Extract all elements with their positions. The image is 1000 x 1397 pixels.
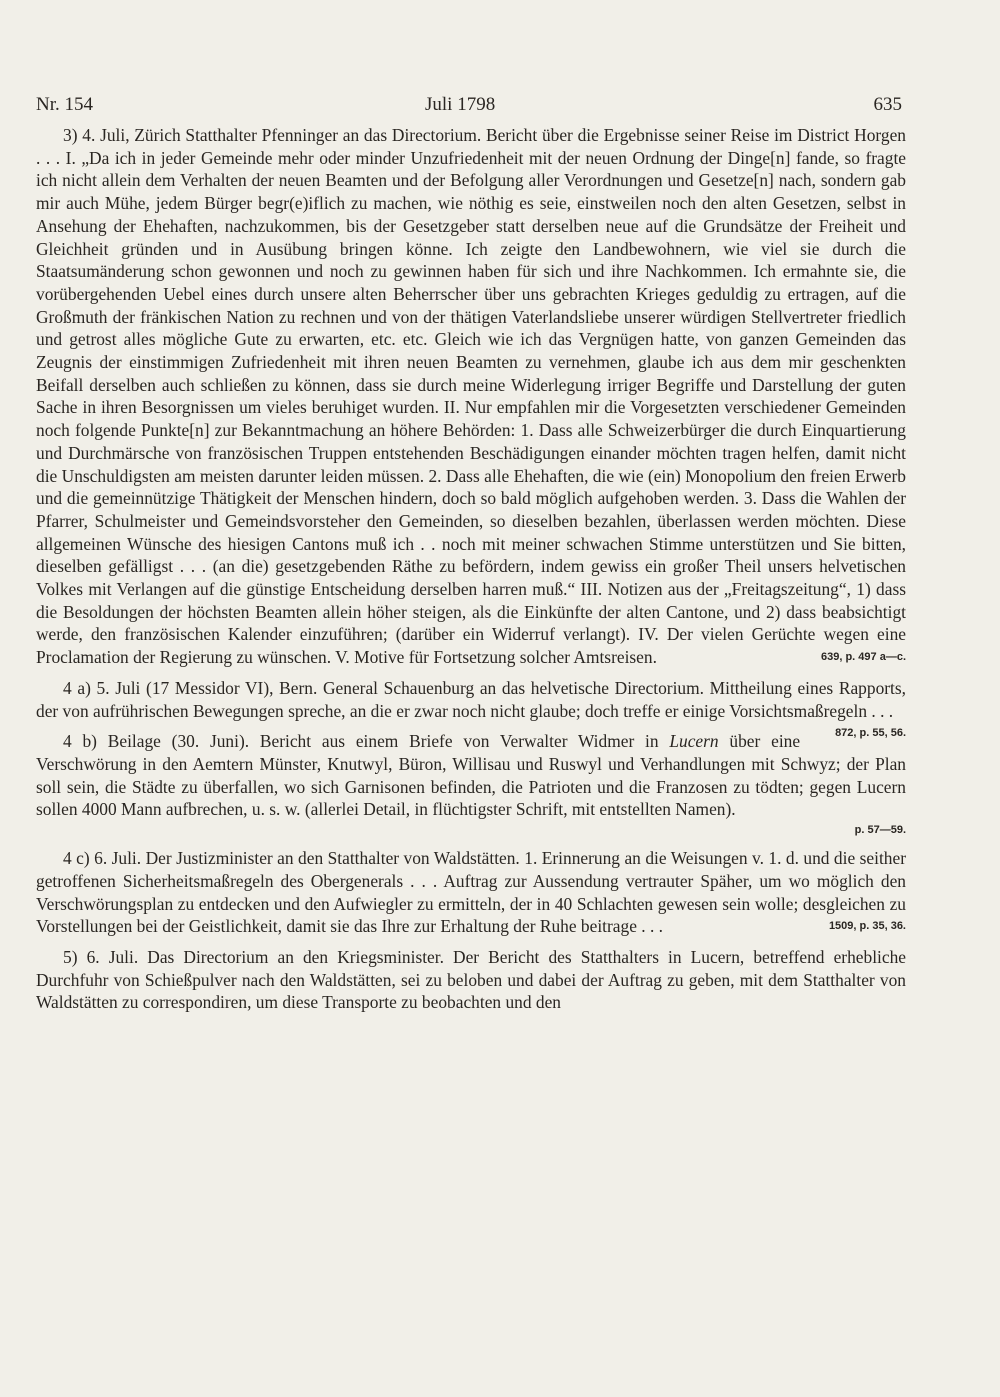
- source-reference: p. 57—59.: [854, 824, 906, 837]
- entry-4a: [36, 677, 906, 740]
- document-number: Nr. 154: [36, 94, 93, 115]
- entry-text: 4 a) 5. Juli (17 Messidor VI), Bern. General Schauenburg an das helvetische Directorium. Mittheilung eines Rapports, der von aufrührischen Bewegungen spreche, an die er zwar noch nicht glaube; doch treffe er einige Vorsichtsmaßregeln . . . 872, p. 55, 56.: [36, 677, 906, 722]
- italic-place-name: Lucern: [669, 731, 719, 752]
- entry-5: [36, 946, 906, 1014]
- entry-text: 4 b) Beilage (30. Juni). Bericht aus einem Briefe von Verwalter Widmer in Lucern über eine Verschwörung in den Aemtern Münster, Knutwyl, Büron, Willisau und Ruswyl und Verhandlungen mit Schwyz; der Plan soll sein, die Städte zu überfallen, wo sich Garnisonen befinden, die Patrioten und die Franzosen zu tödten; gegen Lucern sollen 4000 Mann aufbrechen, u. s. w. (allerlei Detail, in flüchtigster Schrift, mit entstellten Namen).: [36, 731, 906, 820]
- running-header: [36, 94, 902, 120]
- source-reference: 872, p. 55, 56.: [835, 727, 906, 740]
- entry-text: 5) 6. Juli. Das Directorium an den Kriegsminister. Der Bericht des Statthalters in Lucern, betreffend erhebliche Durchfuhr von Schießpulver nach den Waldstätten, sei zu beloben und dabei der Auftrag zu geben, mit dem Statthalter von Waldstätten zu correspondiren, um diese Transporte zu beobachten und den: [36, 946, 906, 1013]
- header-date: Juli 1798: [425, 94, 496, 115]
- entry-text: 3) 4. Juli, Zürich Statthalter Pfenninger an das Directorium. Bericht über die Ergebnisse seiner Reise im District Horgen . . . I. „Da ich in jeder Gemeinde mehr oder minder Unzufriedenheit mit der neuen Ordnung der Dinge[n] fande, so fragte ich nicht allein dem Verhalten der neuen Beamten und der Befolgung aller Verordnungen und Gesetze[n] nach, sondern gab mir auch Mühe, jedem Bürger begr(e)iflich zu machen, wie nöthig es seie, einstweilen noch den alten Gesetzen, selbst in Ansehung der Ehehaften, nachzukommen, bis der Gesetzgeber statt derselben neue auf die Grundsätze der Freiheit und Gleichheit gründen und in Ausübung bringen könne. Ich zeigte den Landbewohnern, wie viel sie durch die Staatsumänderung schon gewonnen und noch zu gewinnen haben für sich und ihre Nachkommen. Ich ermahnte sie, die vorübergehenden Uebel eines durch unsere alten Beherrscher über uns gebrachten Krieges geduldig zu ertragen, auf die Großmuth der fränkischen Nation zu rechnen und von der thätigen Vaterlandsliebe unserer würdigen Stellvertreter friedlich und getrost alles mögliche Gute zu erwarten, etc. etc. Gleich wie ich das Vergnügen hatte, von ganzen Gemeinden das Zeugnis der einstimmigen Zufriedenheit mit ihren neuen Beamten zu vernehmen, glaube ich aus dem mir geschenkten Beifall derselben auch schließen zu können, dass sie durch meine Widerlegung irriger Begriffe und Darstellung der guten Sache in ihren Besorgnissen um vieles beruhiget wurden. II. Nur empfahlen mir die Vorgesetzten verschiedener Gemeinden noch folgende Punkte[n] zur Bekanntmachung an höhere Behörden: 1. Dass alle Schweizerbürger die durch Einquartierung und Durchmärsche von französischen Truppen entstehenden Beschädigungen einander möchten tragen helfen, damit nicht die Unschuldigsten am meisten darunter leiden müssen. 2. Dass alle Ehehaften, die wie (ein) Monopolium den freien Erwerb und die gemeinnützige Thätigkeit der Menschen hindern, doch so bald möglich aufgehoben werden. 3. Dass die Wahlen der Pfarrer, Schulmeister und Gemeindsvorsteher den Gemeinden, so dieselben bezahlen, überlassen werden möchten. Diese allgemeinen Wünsche des hiesigen Cantons muß ich . . noch mit meiner schwachen Stimme unterstützen und Sie bitten, dieselben gefälligst . . . (an die) gesetzgebenden Räthe zu befördern, indem gewiss ein großer Theil unsers helvetischen Volkes mit Verlangen auf die günstige Entscheidung derselben harren muß.“ III. Notizen aus der „Freitagszeitung“, 1) dass die Besoldungen der höchsten Beamten allein höher steigen, als die Einkünfte der alten Cantone, und 2) dass beabsichtigt werde, den französischen Kalender einzuführen; (darüber ein Widerruf verlangt). IV. Der vielen Gerüchte wegen eine Proclamation der Regierung zu wünschen. V. Motive für Fortsetzung solcher Amtsreisen. 639, p. 497 a—c.: [36, 125, 906, 668]
- document-body: [36, 124, 906, 1022]
- source-reference: 639, p. 497 a—c.: [821, 651, 906, 664]
- entry-4c: [36, 847, 906, 938]
- page-number: 635: [873, 94, 902, 115]
- entry-4b: [36, 730, 906, 839]
- source-reference: 1509, p. 35, 36.: [828, 920, 906, 933]
- entry-text: 4 c) 6. Juli. Der Justizminister an den Statthalter von Waldstätten. 1. Erinnerung an die Weisungen v. 1. d. und die seither getroffenen Sicherheitsmaßregeln des Obergenerals . . . Auftrag zur Aussendung vertrauter Späher, um wo möglich den Verschwörungsplan zu entdecken und den Aufwiegler zu ermitteln, der in 40 Schlachten gewesen sein wolle; desgleichen zu Vorstellungen bei der Geistlichkeit, damit sie das Ihre zur Erhaltung der Ruhe beitrage . . . 1509, p. 35, 36.: [36, 848, 906, 937]
- entry-3: [36, 124, 906, 669]
